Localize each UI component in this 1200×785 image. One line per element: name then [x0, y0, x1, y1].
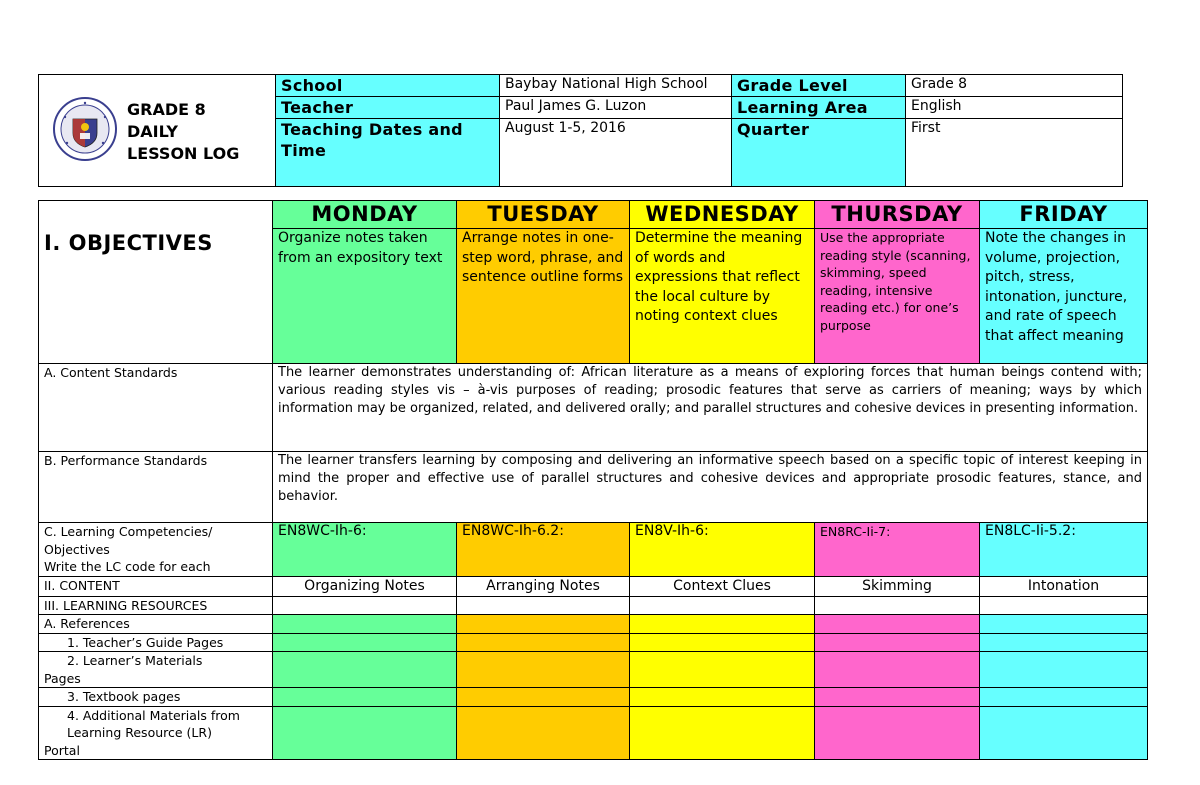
resource-cell [980, 652, 1148, 688]
performance-standards-text: The learner transfers learning by composing and delivering an informative speech based on a specific topic of interest keeping in mind the proper and effective use of parallel structures and cohesive devices and appropriate prosodic features, stance, and behavior. [273, 452, 1148, 523]
performance-standards-label: B. Performance Standards [39, 452, 273, 523]
lc-code-wednesday: EN8V-Ih-6: [630, 523, 815, 577]
resource-cell [815, 706, 980, 760]
resource-cell [630, 652, 815, 688]
content-label: II. CONTENT [39, 576, 273, 596]
learning-resources-label: III. LEARNING RESOURCES [39, 596, 273, 615]
resource-cell [815, 596, 980, 615]
competencies-label: C. Learning Competencies/ Objectives Write the LC code for each [39, 523, 273, 577]
content-standards-label: A. Content Standards [39, 364, 273, 452]
header-logo-cell [39, 75, 276, 187]
content-friday: Intonation [980, 576, 1148, 596]
resource-cell [273, 596, 457, 615]
content-tuesday: Arranging Notes [457, 576, 630, 596]
resource-cell [273, 706, 457, 760]
resource-cell [457, 615, 630, 634]
additional-materials-label: 4. Additional Materials from Learning Resource (LR) Portal [39, 706, 273, 760]
textbook-label: 3. Textbook pages [39, 688, 273, 707]
objective-friday: Note the changes in volume, projection, pitch, stress, intonation, juncture, and rate of speech that affect meaning [980, 229, 1148, 364]
resource-cell [815, 688, 980, 707]
content-monday: Organizing Notes [273, 576, 457, 596]
content-thursday: Skimming [815, 576, 980, 596]
resource-cell [815, 633, 980, 652]
grade-level-label: Grade Level [732, 75, 906, 97]
day-friday: FRIDAY [980, 201, 1148, 229]
resource-cell [457, 652, 630, 688]
lc-code-thursday: EN8RC-Ii-7: [815, 523, 980, 577]
school-value: Baybay National High School [500, 75, 732, 97]
deped-seal-icon [53, 97, 117, 161]
resource-cell [630, 688, 815, 707]
objective-thursday: Use the appropriate reading style (scanning, skimming, speed reading, intensive reading etc.) for one’s purpose [815, 229, 980, 364]
resource-cell [273, 652, 457, 688]
school-label: School [276, 75, 500, 97]
teacher-label: Teacher [276, 97, 500, 119]
resource-cell [457, 596, 630, 615]
objective-monday: Organize notes taken from an expository text [273, 229, 457, 364]
resource-cell [980, 688, 1148, 707]
teacher-value: Paul James G. Luzon [500, 97, 732, 119]
content-standards-text: The learner demonstrates understanding of: African literature as a means of exploring forces that human beings contend with; various reading styles vis – à-vis purposes of reading; prosodic features that serve as carriers of meaning; ways by which information may be organized, related, and delivered orally; and parallel structures and cohesive devices in presenting information. [273, 364, 1148, 452]
quarter-label: Quarter [732, 119, 906, 187]
resource-cell [815, 652, 980, 688]
resource-cell [457, 688, 630, 707]
quarter-value: First [906, 119, 1123, 187]
resource-cell [630, 633, 815, 652]
resource-cell [980, 706, 1148, 760]
day-tuesday: TUESDAY [457, 201, 630, 229]
objective-wednesday: Determine the meaning of words and expressions that reflect the local culture by noting context clues [630, 229, 815, 364]
resource-cell [630, 596, 815, 615]
lesson-log-table [38, 200, 1148, 760]
resource-cell [273, 615, 457, 634]
learners-materials-label: 2. Learner’s Materials Pages [39, 652, 273, 688]
day-wednesday: WEDNESDAY [630, 201, 815, 229]
learning-area-value: English [906, 97, 1123, 119]
resource-cell [273, 633, 457, 652]
teachers-guide-label: 1. Teacher’s Guide Pages [39, 633, 273, 652]
grade-level-value: Grade 8 [906, 75, 1123, 97]
objective-tuesday: Arrange notes in one-step word, phrase, and sentence outline forms [457, 229, 630, 364]
resource-cell [815, 615, 980, 634]
resource-cell [630, 706, 815, 760]
teaching-dates-label: Teaching Dates and Time [276, 119, 500, 187]
content-wednesday: Context Clues [630, 576, 815, 596]
lesson-log-title: GRADE 8 DAILY LESSON LOG [127, 100, 240, 163]
resource-cell [630, 615, 815, 634]
resource-cell [457, 706, 630, 760]
resource-cell [980, 633, 1148, 652]
header-table [38, 74, 1123, 187]
lc-code-friday: EN8LC-Ii-5.2: [980, 523, 1148, 577]
references-label: A. References [39, 615, 273, 634]
resource-cell [980, 596, 1148, 615]
lc-code-tuesday: EN8WC-Ih-6.2: [457, 523, 630, 577]
day-monday: MONDAY [273, 201, 457, 229]
day-thursday: THURSDAY [815, 201, 980, 229]
objectives-title: I. OBJECTIVES [39, 201, 273, 364]
lc-code-monday: EN8WC-Ih-6: [273, 523, 457, 577]
resource-cell [273, 688, 457, 707]
learning-area-label: Learning Area [732, 97, 906, 119]
resource-cell [980, 615, 1148, 634]
resource-cell [457, 633, 630, 652]
teaching-dates-value: August 1-5, 2016 [500, 119, 732, 187]
